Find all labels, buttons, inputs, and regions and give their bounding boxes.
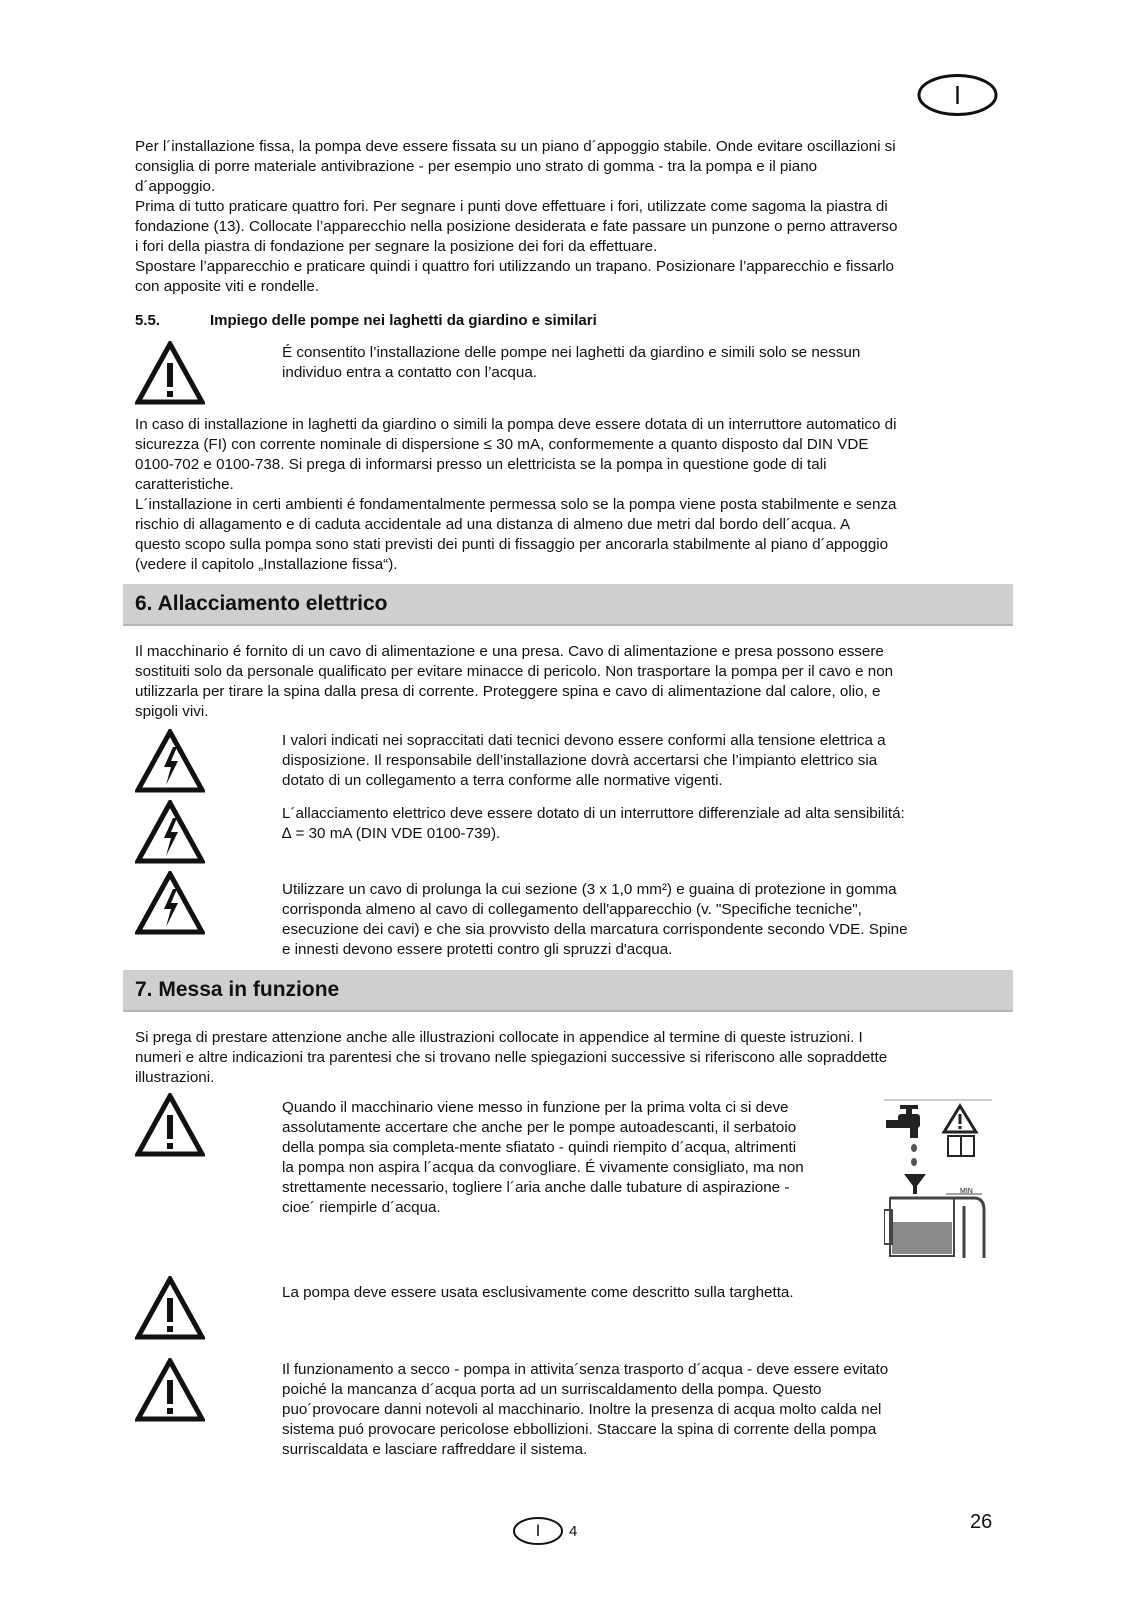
text-line: dotato di un collegamento a terra conforme alle normative vigenti.: [282, 772, 723, 789]
text-line: della pompa sia completa-mente sfiatato - quindi riempito d´acqua, altrimenti: [282, 1139, 797, 1156]
text-line: Si prega di prestare attenzione anche alle illustrazioni collocate in appendice al termine di queste istruzioni. I: [135, 1029, 863, 1046]
page-number: 26: [970, 1511, 993, 1533]
footer-language-code: I: [535, 1521, 541, 1540]
subsection-body: [135, 415, 1005, 575]
text-line: Quando il macchinario viene messo in funzione per la prima volta ci si deve: [282, 1099, 789, 1116]
text-line: cioe´ riempirle d´acqua.: [282, 1199, 441, 1216]
section-title: 6. Allacciamento elettrico: [135, 592, 388, 615]
text-line: Il macchinario é fornito di un cavo di alimentazione e una presa. Cavo di alimentazione e presa possono essere: [135, 643, 884, 660]
text-line: Il funzionamento a secco - pompa in attivita´senza trasporto d´acqua - deve essere evitato: [282, 1361, 889, 1378]
text-line: esecuzione dei cavi) e che sia provvisto della marcatura corrispondente secondo VDE. Spine: [282, 921, 908, 938]
text-line: numeri e altre indicazioni tra parentesi che si trovano nelle spiegazioni successive si riferiscono alle sopraddette: [135, 1049, 888, 1066]
electric-hazard-icon: [135, 800, 205, 864]
text-line: Spostare l’apparecchio e praticare quindi i quattro fori utilizzando un trapano. Posizionare l’apparecchio e fissarlo: [135, 258, 894, 275]
electric-note: [282, 880, 908, 960]
warning-triangle-icon: [135, 1093, 205, 1157]
electric-hazard-icon: [135, 871, 205, 935]
intro-paragraph: [135, 137, 1005, 297]
text-line: sostituiti solo da personale qualificato per evitare minacce di pericolo. Non trasportare la pompa per il cavo e non: [135, 663, 894, 680]
text-line: Per l´installazione fissa, la pompa deve essere fissata su un piano d´appoggio stabile. Onde evitare oscillazioni si: [135, 138, 896, 155]
pump-priming-illustration-icon: [884, 1098, 992, 1266]
text-line: L´installazione in certi ambienti é fondamentalmente permessa solo se la pompa viene posta stabilmente e senza: [135, 496, 897, 513]
warning-note: [282, 1098, 804, 1218]
text-line: disposizione. Il responsabile dell’installazione dovrà accertarsi che l’impianto elettrico sia: [282, 752, 878, 769]
text-line: illustrazioni.: [135, 1069, 215, 1086]
warning-note: [282, 1360, 888, 1460]
section-header-bar: [123, 970, 1013, 1012]
text-line: corrisponda almeno al cavo di collegamento dell'apparecchio (v. "Specifiche tecniche",: [282, 901, 862, 918]
text-line: questo scopo sulla pompa sono stati previsti dei punti di fissaggio per ancorarla stabilmente al piano d´appoggio: [135, 536, 889, 553]
footer-sub-page: 4: [569, 1523, 578, 1540]
text-line: L´allacciamento elettrico deve essere dotato di un interruttore differenziale ad alta sensibilitá:: [282, 805, 905, 822]
section-header-bar: [123, 584, 1013, 626]
electric-note: [282, 731, 886, 791]
text-line: i fori della piastra di fondazione per segnare la posizione dei fori da effettuare.: [135, 238, 658, 255]
text-line: É consentito l’installazione delle pompe nei laghetti da giardino e simili solo se nessun: [282, 344, 861, 361]
warning-note: [282, 1283, 794, 1303]
section-body: [135, 1028, 1005, 1088]
text-line: d´appoggio.: [135, 178, 216, 195]
text-line: puo´provocare danni notevoli al macchinario. Inoltre la presenza di acqua molto calda nel: [282, 1401, 882, 1418]
text-line: spigoli vivi.: [135, 703, 209, 720]
text-line: individuo entra a contatto con l’acqua.: [282, 364, 537, 381]
text-line: rischio di allagamento e di caduta accidentale ad una distanza di almeno due metri dal bordo dell´acqua. A: [135, 516, 851, 533]
text-line: Prima di tutto praticare quattro fori. Per segnare i punti dove effettuare i fori, utilizzate come sagoma la piastra di: [135, 198, 888, 215]
text-line: strettamente necessario, togliere l´aria anche dalle tubature di aspirazione -: [282, 1179, 790, 1196]
text-line: la pompa non aspira l´acqua da convogliare. É vivamente consigliato, ma non: [282, 1159, 804, 1176]
text-line: surriscaldata e lasciare raffreddare il sistema.: [282, 1441, 588, 1458]
electric-hazard-icon: [135, 729, 205, 793]
text-line: 0100-702 e 0100-738. Si prega di informarsi presso un elettricista se la pompa in questione gode di tali: [135, 456, 827, 473]
section-body: [135, 642, 1005, 722]
electric-note: [282, 804, 905, 844]
warning-triangle-icon: [135, 1276, 205, 1340]
text-line: e innesti devono essere protetti contro gli spruzzi d'acqua.: [282, 941, 673, 958]
text-line: con apposite viti e rondelle.: [135, 278, 320, 295]
text-line: utilizzarla per tirare la spina dalla presa di corrente. Proteggere spina e cavo di alimentazione dal calore, olio, e: [135, 683, 881, 700]
section-title: 7. Messa in funzione: [135, 978, 340, 1001]
text-line: sicurezza (FI) con corrente nominale di dispersione ≤ 30 mA, conformemente a quanto disposto dal DIN VDE: [135, 436, 869, 453]
warning-note: [282, 343, 860, 383]
text-line: consiglia di porre materiale antivibrazione - per esempio uno strato di gomma - tra la pompa e il piano: [135, 158, 818, 175]
text-line: sistema puó provocare pericolose ebbollizioni. Staccare la spina di corrente della pompa: [282, 1421, 877, 1438]
warning-triangle-icon: [135, 341, 205, 405]
text-line: caratteristiche.: [135, 476, 234, 493]
subsection-number: 5.5.: [135, 312, 161, 329]
text-line: (vedere il capitolo „Installazione fissa“).: [135, 556, 398, 573]
text-line: Utilizzare un cavo di prolunga la cui sezione (3 x 1,0 mm²) e guaina di protezione in gomma: [282, 881, 897, 898]
text-line: La pompa deve essere usata esclusivamente come descritto sulla targhetta.: [282, 1284, 794, 1301]
subsection-title: Impiego delle pompe nei laghetti da giardino e similari: [210, 312, 597, 329]
text-line: assolutamente accertare che anche per le pompe autoadescanti, il serbatoio: [282, 1119, 797, 1136]
min-level-label: MIN: [960, 1188, 973, 1195]
text-line: fondazione (13). Collocate l’apparecchio nella posizione desiderata e fate passare un punzone o perno attraverso: [135, 218, 898, 235]
language-code: I: [953, 80, 962, 110]
text-line: poiché la mancanza d´acqua porta ad un surriscaldamento della pompa. Questo: [282, 1381, 822, 1398]
text-line: In caso di installazione in laghetti da giardino o simili la pompa deve essere dotata di un interruttore automatico di: [135, 416, 897, 433]
text-line: I valori indicati nei sopraccitati dati tecnici devono essere conformi alla tensione elettrica a: [282, 732, 886, 749]
warning-triangle-icon: [135, 1358, 205, 1422]
text-line: ∆ = 30 mA (DIN VDE 0100-739).: [282, 825, 501, 842]
